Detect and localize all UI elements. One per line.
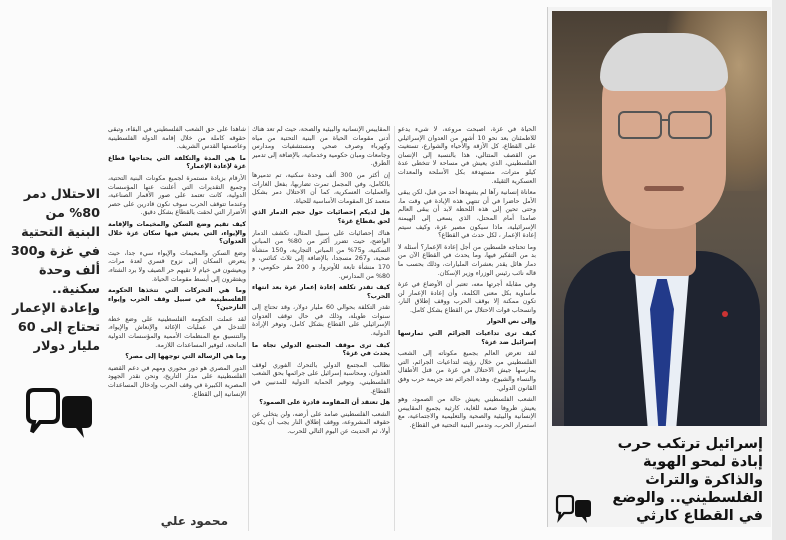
quote-icon [22, 388, 96, 446]
portrait-photo [552, 11, 767, 426]
article-subheading: وإلى نص الحوار [487, 318, 536, 326]
article-paragraph: نطالب المجتمع الدولي بالتحرك الفوري لوقف العدوان، ومحاسبة إسرائيل على جرائمها بحق الشعب الفلسطيني، وتوفير الحماية الدولية للمدنيين في القطاع. [252, 361, 390, 395]
article-subheading: هل لديكم إحصائيات حول حجم الدمار الذي لحق بقطاع غزة؟ [252, 209, 390, 225]
article-paragraph: لقد تعرض العالم بجميع مكوناته إلى الشعب الفلسطيني من خلال رؤيته لتداعيات الجرائم، التي يمارسها جيش الاحتلال في غزة من قتل الأطفال والنساء والشيوخ، وهذه الجرائم تعد جريمة حرب وفق القانون الدولي. [398, 350, 536, 392]
article-paragraph: الشعب الفلسطيني يعيش حالة من الصمود، وهو يعيش ظروفا صعبة للغاية، كارثية بجميع المقاييس الإنسانية والبيئية والصحية والتعليمية والاجتماعية، مع استمرار الحرب، وتدمير البنية التحتية في القطاع. [398, 396, 536, 429]
article-column-1 [398, 126, 536, 540]
article-paragraph: الشعب الفلسطيني صامد على أرضه، ولن يتخلى عن حقوقه المشروعة، ووقف إطلاق النار يجب أن يكون أولا، ثم الحديث عن اليوم التالي للحرب. [252, 410, 390, 435]
article-paragraph: تقدر التكلفة بحوالي 60 مليار دولار، وقد تحتاج إلى سنوات طويلة، وذلك في حال توقف العدوان الإسرائيلي على القطاع بشكل كامل، وتوفر الإرادة الدولية. [252, 304, 390, 338]
secondary-headline: الاحتلال دمر 80% من البنية التحتية في غزة و300 ألف وحدة سكنية.. وإعادة الإعمار تحتاج إلى 60 مليار دولار [10, 187, 100, 354]
article-subheading: كيف ترى موقف المجتمع الدولي تجاه ما يحدث في غزة؟ [252, 341, 390, 358]
main-headline: إسرائيل ترتكب حرب إبادة لمحو الهوية والذاكرة والتراث الفلسطيني.. والوضع في القطاع كارثي [612, 436, 763, 524]
article-paragraph: معاناة إنسانية رآها لم يشهدها أحد من قبل، لكن يبقى الأمل حاضرا في أن تنتهي هذه الإبادة في وقت ما، وحتى تحين إلى هذه اللحظة لابد أن يبقى العالم صامدا أمام المحتل، الذي يسعى إلى الهيمنة الإسرائيلية، ماذا سيكون مصير غزة، وكيف سيتم إعادة الإعمار ، لكل حدث في القطاع؟ [398, 189, 536, 240]
article-subheading: كيف ترى تداعيات الجرائم التي تمارسها إسرائيل ضد غزة؟ [398, 330, 536, 346]
quote-icon [554, 495, 594, 525]
article-paragraph: وضع السكن والمخيمات والإيواء سيء جدا، حيث يتعرض السكان إلى نزوح قسري لعدة مرات، ويعيشون في خيام لا تقيهم حر الصيف ولا برد الشتاء، ويفتقرون إلى أبسط مقومات الحياة. [108, 249, 246, 283]
article-paragraph: وما تحتاجه فلسطين من أجل إعادة الإعمار؟ أسئلة لا بد من التفكير فيها، وما يحدث في القطاع الآن من دمار هائل يقدر بعشرات المليارات، وذلك بحسب ما قاله نائب رئيس الوزراء وزير الإسكان. [398, 243, 536, 277]
page-edge [772, 0, 786, 540]
feature-panel [547, 7, 771, 527]
article-subheading: وما هي الرسالة التي توجهها إلى مصر؟ [125, 353, 246, 361]
article-subheading: كيف تقدر تكلفة إعادة إعمار غزة بعد انتهاء الحرب؟ [252, 284, 390, 300]
article-paragraph: لقد عملت الحكومة الفلسطينية على وضع خطة للتدخل في عمليات الإغاثة والإنعاش والإيواء، والتنسيق مع المنظمات الأممية والمؤسسات الدولية المانحة، لتوفير المساعدات اللازمة. [108, 315, 246, 349]
column-divider [248, 126, 249, 531]
author-byline: محمود علي [160, 514, 228, 528]
column-divider [394, 126, 395, 531]
article-paragraph: الأرقام بزيادة مستمرة لجميع مكونات البنية التحتية، وجميع التقديرات التي أعلنت عنها المؤسسات الدولية، كانت تعتمد على صور الأقمار الصناعية، وعندما تتوقف الحرب سوف نكون قادرين على حصر الأضرار التي لحقت بالقطاع بشكل دقيق. [108, 174, 246, 217]
article-paragraph: الدور المصري هو دور محوري ومهم في دعم القضية الفلسطينية على مدار التاريخ، ونحن نقدر الجهود المصرية الكبيرة في وقف الحرب وإدخال المساعدات الإنسانية إلى القطاع. [108, 364, 246, 398]
article-paragraph: شاهدا على حق الشعب الفلسطيني في البقاء، وتبقى حقوقه كاملة من خلال إقامة الدولة الفلسطينية وعاصمتها القدس الشريف. [108, 126, 246, 151]
main-headline-box [548, 429, 771, 527]
article-subheading: وما هي التحركات التي تتخذها الحكومة الفلسطينية في سبيل وقف الحرب وإيواء النازحين؟ [108, 287, 246, 312]
article-column-3 [108, 126, 246, 540]
article-subheading: ما هي المدة والتكلفة التي يحتاجها قطاع غزة لإعادة الإعمار؟ [108, 154, 246, 171]
article-column-2 [252, 126, 390, 540]
article-subheading: هل تعتقد أن المقاومة قادرة على الصمود؟ [259, 399, 390, 407]
article-paragraph: هناك إحصائيات على سبيل المثال، تكشف الدمار الواضح، حيث تضرر أكثر من 80% من المباني السكنية، و75% من المباني التجارية، و150 منشأة صحية، و267 مسجدا، بالإضافة إلى ثلاث كنائس، و 170 منشأة تابعة للأونروا، و 200 مقر حكومي، و 80% من المدارس. [252, 229, 390, 280]
article-paragraph: إن أكثر من 300 ألف وحدة سكنية، تم تدميرها بالكامل، وفي المجمل تمرت تضاربها، بفعل الغارات والعمليات العسكرية، كما أن الاحتلال دمر بشكل متعمد كل المقومات الأساسية للحياة. [252, 171, 390, 205]
article-paragraph: المقاييس الإنسانية والبيئية والصحة، حيث لم تعد هناك أدنى مقومات الحياة من البنية التحتية من مياه وكهرباء وصرف صحي ومستشفيات ومدارس وجامعات ومبان حكومية وخدماتية، بالإضافة إلى تدمير الطرق. [252, 126, 390, 168]
article-subheading: كيف تقيم وضع السكن والمخيمات والإقامة والإيواء، التي يعيش فيها سكان غزة خلال العدوان؟ [108, 220, 246, 246]
article-paragraph: وفي مقابلة أجرتها معه، تعتبر أن الأوضاع في غزة مأساوية بكل معنى الكلمة، وأن إعادة الإعمار لن تكون ممكنة إلا بوقف الحرب ووقف إطلاق النار، وانسحاب قوات الاحتلال من القطاع بشكل كامل. [398, 281, 536, 314]
article-paragraph: الحياة في غزة، أصبحت مروعة، لا شيء يدعو للاطمئنان بعد نحو 10 أشهر من العدوان الإسرائيلي على القطاع، كل الأزقة والأحياء والشوارع، تستغيث من القصف المتتالي، هذا بالنسبة إلى الإنسان الفلسطيني، الذي يعيش في مساحة لا تتخطى عدة كيلو مترات، مستهدفة بكل الأسلحة والمعدات العسكرية الثقيلة. [398, 126, 536, 185]
